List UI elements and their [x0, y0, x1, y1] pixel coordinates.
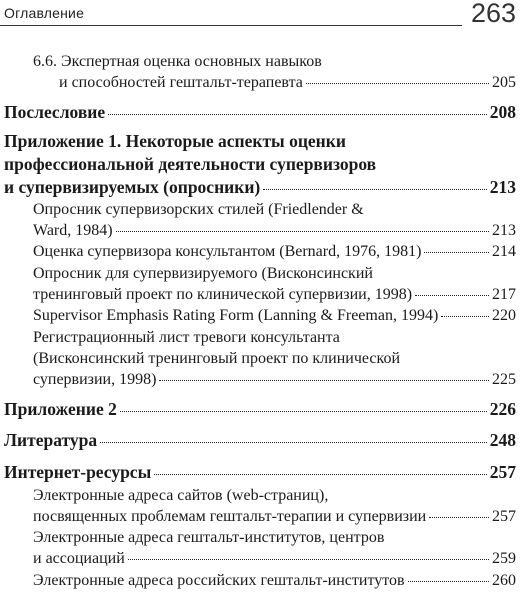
toc-entry-title: Supervisor Emphasis Rating Form (Lanning & Freeman, 1994)	[33, 307, 439, 324]
leader-dots	[159, 380, 489, 381]
toc-entry-title: Литература	[4, 430, 98, 450]
toc-page-number: 220	[492, 307, 516, 324]
toc-appendix-1-line1: Приложение 1. Некоторые аспекты оценки	[4, 131, 346, 151]
leader-dots	[100, 442, 487, 443]
toc-q5[interactable]	[33, 371, 516, 389]
leader-dots	[415, 295, 489, 296]
toc-entry-title: Послесловие	[4, 102, 106, 122]
toc-q5-line1: Регистрационный лист тревоги консультанта	[33, 329, 340, 346]
toc-appendix-2[interactable]	[4, 399, 516, 420]
toc-page-number: 213	[489, 177, 516, 197]
toc-page-number: 217	[492, 286, 516, 303]
toc-page-number: 260	[492, 572, 516, 589]
leader-dots	[429, 517, 489, 518]
toc-q3-line2: тренинговый проект по клинической супервизии, 1998)	[33, 286, 413, 303]
toc-i2-line2: и ассоциаций	[33, 550, 125, 567]
leader-dots	[116, 231, 489, 232]
page-number: 263	[470, 0, 516, 28]
toc-q1[interactable]	[33, 222, 516, 240]
toc-appendix-1[interactable]	[4, 177, 516, 198]
toc-q1-line2: Ward, 1984)	[33, 222, 113, 239]
toc-page-number: 257	[492, 508, 516, 525]
toc-i1[interactable]	[33, 508, 516, 526]
leader-dots	[263, 189, 487, 190]
leader-dots	[441, 316, 489, 317]
toc-section-6-6-line2: и способностей гештальт-терапевта	[59, 74, 303, 91]
toc-appendix-1-line2: профессиональной деятельности супервизоров	[4, 154, 377, 174]
leader-dots	[120, 411, 487, 412]
toc-page-number: 225	[492, 371, 516, 388]
toc-i1-line2: посвященных проблемам гештальт-терапии и супервизии	[33, 508, 427, 525]
toc-page-number: 259	[492, 550, 516, 567]
toc-q5-line3: супервизии, 1998)	[33, 371, 157, 388]
toc-q4[interactable]	[33, 307, 516, 325]
toc-appendix-1-line3: и супервизируемых (опросники)	[4, 177, 261, 197]
toc-entry-title: Оценка супервизора консультантом (Bernard, 1976, 1981)	[33, 243, 422, 260]
leader-dots	[154, 474, 487, 475]
leader-dots	[128, 559, 489, 560]
toc-entry-title: Электронные адреса российских гештальт-институтов	[33, 572, 405, 589]
toc-q5-line2: (Висконсинский тренинговый проект по клинической	[33, 350, 401, 367]
toc-page-number: 214	[492, 243, 516, 260]
toc-page-number: 213	[492, 222, 516, 239]
toc-page-number: 226	[489, 399, 516, 419]
toc-section-6-6[interactable]	[59, 74, 516, 92]
toc-i2[interactable]	[33, 550, 516, 568]
toc-q3-line1: Опросник для супервизируемого (Висконсинский	[33, 265, 373, 282]
toc-q1-line1: Опросник супервизорских стилей (Friedlender &	[33, 201, 364, 218]
running-header-title: Оглавление	[4, 5, 85, 21]
toc-afterword[interactable]	[4, 102, 516, 123]
leader-dots	[424, 252, 489, 253]
leader-dots	[108, 114, 487, 115]
toc-internet-resources[interactable]	[4, 462, 516, 483]
leader-dots	[306, 83, 489, 84]
toc-entry-title: Приложение 2	[4, 399, 117, 419]
toc-q3[interactable]	[33, 286, 516, 304]
toc-page-number: 248	[489, 430, 516, 450]
toc-literature[interactable]	[4, 430, 516, 451]
toc-page-number: 208	[489, 102, 516, 122]
toc-entry-title: Интернет-ресурсы	[4, 462, 152, 482]
toc-section-6-6-line1: 6.6. Экспертная оценка основных навыков	[33, 53, 322, 70]
toc-i2-line1: Электронные адреса гештальт-институтов, центров	[33, 529, 385, 546]
toc-page-number: 205	[492, 74, 516, 91]
toc-i3[interactable]	[33, 572, 516, 590]
toc-q2[interactable]	[33, 243, 516, 261]
toc-page-number: 257	[489, 462, 516, 482]
toc-i1-line1: Электронные адреса сайтов (web-страниц),	[33, 487, 329, 504]
leader-dots	[408, 581, 489, 582]
